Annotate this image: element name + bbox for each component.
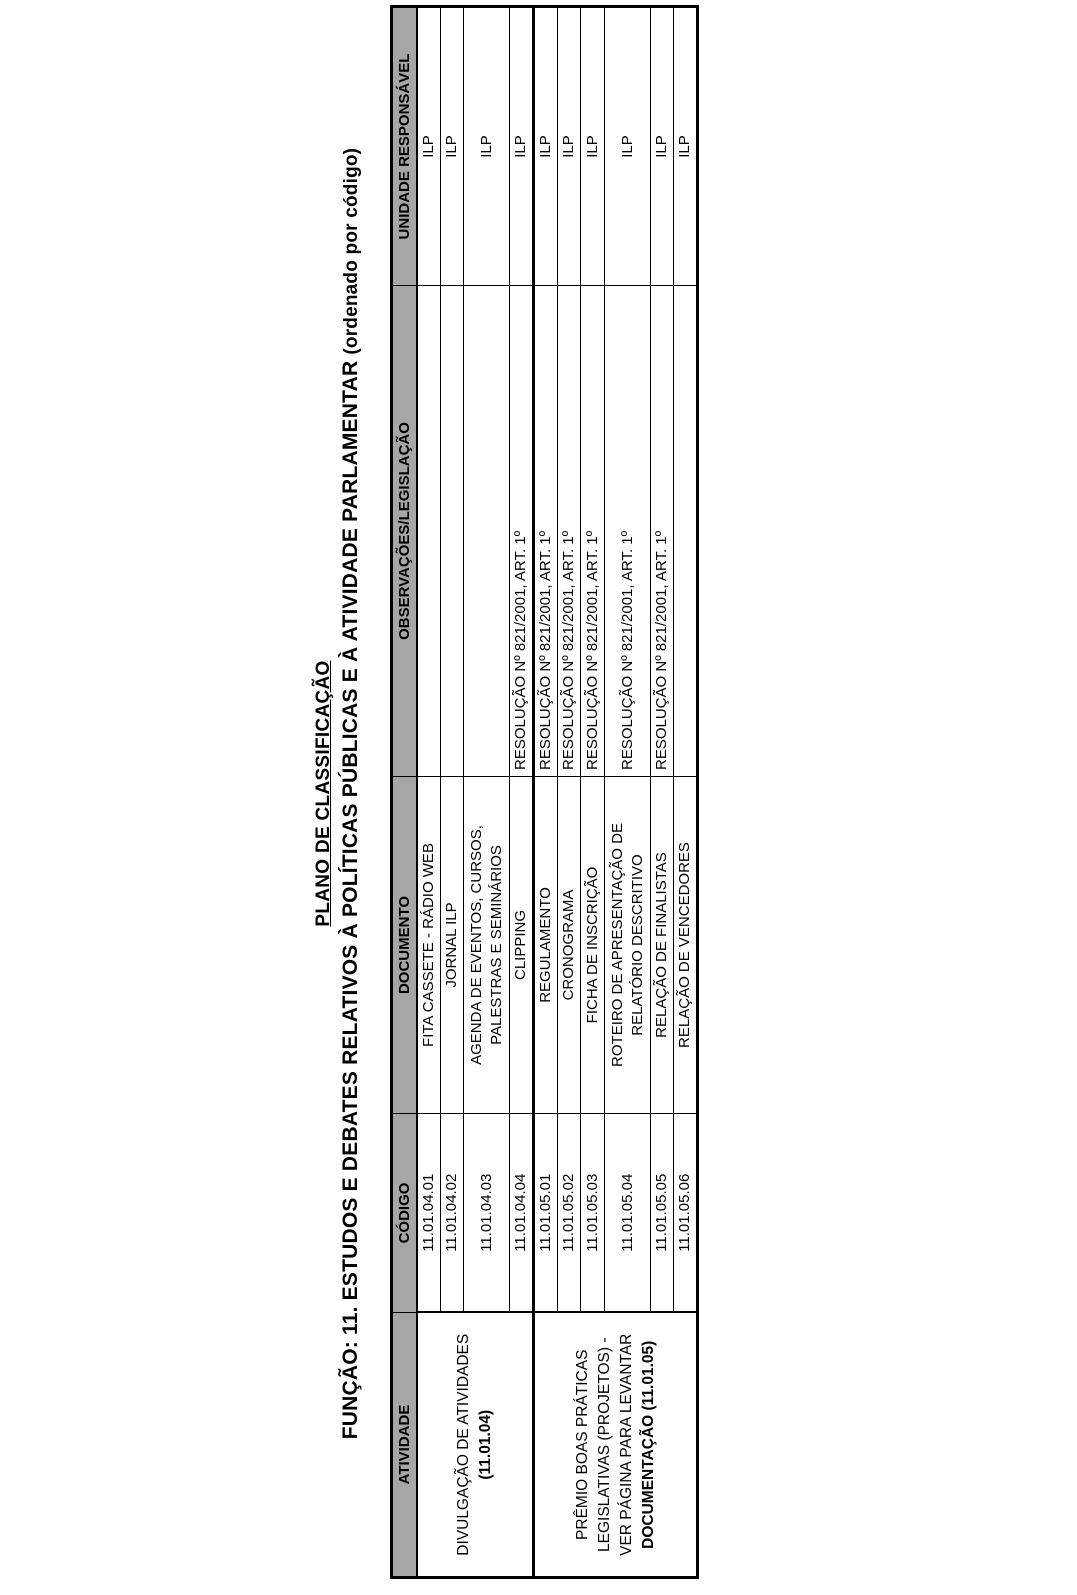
atividade-cell	[534, 1313, 698, 1578]
codigo-cell: 11.01.05.01	[534, 1114, 558, 1313]
observacoes-cell: RESOLUÇÃO Nº 821/2001, ART. 1º	[605, 286, 651, 777]
observacoes-cell	[464, 286, 510, 777]
documento-cell	[581, 777, 605, 1114]
documento-line: JORNAL ILP	[443, 902, 460, 988]
atividade-line: PRÊMIO BOAS PRÁTICAS	[573, 1349, 591, 1540]
codigo-cell: 11.01.05.02	[558, 1114, 581, 1313]
atividade-line: (11.01.04)	[477, 1409, 494, 1480]
page-subtitle	[339, 8, 363, 1579]
codigo-cell: 11.01.04.01	[417, 1114, 441, 1313]
documento-line: CRONOGRAMA	[560, 889, 577, 1001]
documento-cell	[651, 777, 674, 1114]
documento-cell	[674, 777, 698, 1114]
observacoes-cell	[674, 286, 698, 777]
unidade-cell: ILP	[441, 7, 464, 286]
observacoes-cell: RESOLUÇÃO Nº 821/2001, ART. 1º	[534, 286, 558, 777]
observacoes-cell	[441, 286, 464, 777]
unidade-cell: ILP	[674, 7, 698, 286]
documento-line: FICHA DE INSCRIÇÃO	[583, 866, 601, 1024]
table-body	[417, 7, 698, 1578]
documento-cell	[510, 777, 534, 1114]
unidade-cell: ILP	[534, 7, 558, 286]
classification-table	[390, 5, 699, 1579]
atividade-line: DIVULGAÇÃO DE ATIVIDADES	[455, 1333, 472, 1556]
atividade-line: LEGISLATIVAS (PROJETOS) -	[595, 1337, 613, 1552]
unidade-cell: ILP	[651, 7, 674, 286]
column-header: CÓDIGO	[392, 1114, 418, 1313]
unidade-cell: ILP	[417, 7, 441, 286]
observacoes-cell: RESOLUÇÃO Nº 821/2001, ART. 1º	[558, 286, 581, 777]
documento-line: RELAÇÃO DE FINALISTAS	[653, 852, 670, 1038]
documento-line: ROTEIRO DE APRESENTAÇÃO DE	[608, 823, 626, 1067]
observacoes-cell: RESOLUÇÃO Nº 821/2001, ART. 1º	[651, 286, 674, 777]
codigo-cell: 11.01.04.02	[441, 1114, 464, 1313]
documento-cell	[464, 777, 510, 1114]
observacoes-cell: RESOLUÇÃO Nº 821/2001, ART. 1º	[581, 286, 605, 777]
table-row	[417, 7, 441, 1578]
codigo-cell: 11.01.04.04	[510, 1114, 534, 1313]
documento-cell	[558, 777, 581, 1114]
column-header: OBSERVAÇÕES/LEGISLAÇÃO	[392, 286, 418, 777]
codigo-cell: 11.01.05.04	[605, 1114, 651, 1313]
column-header: UNIDADE RESPONSÁVEL	[392, 7, 418, 286]
observacoes-cell	[417, 286, 441, 777]
table-row	[534, 7, 558, 1578]
unidade-cell: ILP	[581, 7, 605, 286]
documento-cell	[417, 777, 441, 1114]
codigo-cell: 11.01.05.05	[651, 1114, 674, 1313]
observacoes-cell: RESOLUÇÃO Nº 821/2001, ART. 1º	[510, 286, 534, 777]
codigo-cell: 11.01.05.06	[674, 1114, 698, 1313]
documento-cell	[534, 777, 558, 1114]
documento-cell	[605, 777, 651, 1114]
documento-line: CLIPPING	[512, 909, 529, 981]
column-header: ATIVIDADE	[392, 1313, 418, 1578]
unidade-cell: ILP	[464, 7, 510, 286]
unidade-cell: ILP	[510, 7, 534, 286]
documento-line: PALESTRAS E SEMINÁRIOS	[487, 845, 505, 1045]
table-header-row	[392, 7, 418, 1578]
atividade-line: VER PÁGINA PARA LEVANTAR	[617, 1333, 635, 1556]
atividade-line: DOCUMENTAÇÃO (11.01.05)	[639, 1340, 657, 1549]
documento-line: RELAÇÃO DE VENCEDORES	[676, 842, 693, 1048]
subtitle-main: FUNÇÃO: 11. ESTUDOS E DEBATES RELATIVOS À POLÍTICAS PÚBLICAS E À ATIVIDADE PARLAMENTAR	[339, 360, 362, 1440]
column-header: DOCUMENTO	[392, 777, 418, 1114]
atividade-cell	[417, 1313, 534, 1578]
documento-line: REGULAMENTO	[537, 887, 554, 1003]
documento-line: FITA CASSETE - RÁDIO WEB	[420, 843, 437, 1047]
codigo-cell: 11.01.04.03	[464, 1114, 510, 1313]
page-title: PLANO DE CLASSIFICAÇÃO	[313, 660, 334, 927]
documento-cell	[441, 777, 464, 1114]
subtitle-note: (ordenado por código)	[341, 147, 362, 355]
documento-line: RELATÓRIO DESCRITIVO	[628, 854, 646, 1036]
unidade-cell: ILP	[605, 7, 651, 286]
unidade-cell: ILP	[558, 7, 581, 286]
documento-line: AGENDA DE EVENTOS, CURSOS,	[467, 825, 485, 1065]
codigo-cell: 11.01.05.03	[581, 1114, 605, 1313]
document-sheet	[0, 8, 1077, 1579]
